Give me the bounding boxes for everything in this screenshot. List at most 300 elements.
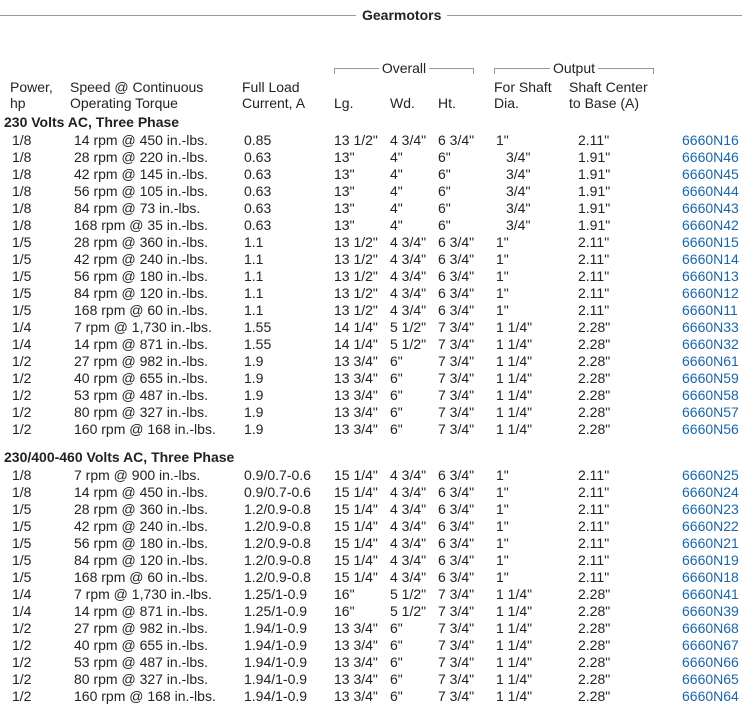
speed-cell: 28 rpm @ 360 in.-lbs. [74, 234, 209, 250]
height-cell: 7 3/4" [438, 671, 475, 687]
speed-cell: 80 rpm @ 327 in.-lbs. [74, 404, 209, 420]
length-cell: 13" [334, 166, 355, 182]
current-cell: 1.9 [244, 353, 264, 369]
speed-cell: 27 rpm @ 982 in.-lbs. [74, 620, 209, 636]
current-cell: 1.1 [244, 285, 264, 301]
length-cell: 13 1/2" [334, 251, 378, 267]
width-cell: 6" [390, 688, 403, 704]
length-cell: 13 3/4" [334, 620, 378, 636]
shaft-center-cell: 2.28" [578, 688, 611, 704]
shaft-center-cell: 2.11" [578, 484, 610, 500]
part-number-link[interactable]: 6660N16 [682, 132, 739, 148]
part-number-link[interactable]: 6660N21 [682, 535, 739, 551]
width-cell: 6" [390, 654, 403, 670]
current-cell: 1.2/0.9-0.8 [244, 569, 311, 585]
shaft-center-cell: 2.28" [578, 637, 611, 653]
part-number-link[interactable]: 6660N43 [682, 200, 739, 216]
shaft-dia-cell: 1" [496, 552, 509, 568]
part-number-link[interactable]: 6660N42 [682, 217, 739, 233]
width-cell: 4" [390, 166, 403, 182]
part-number-link[interactable]: 6660N61 [682, 353, 739, 369]
length-cell: 13 3/4" [334, 688, 378, 704]
table-row [4, 234, 739, 251]
height-cell: 7 3/4" [438, 637, 475, 653]
table-row [4, 535, 739, 552]
shaft-dia-cell: 1" [496, 501, 509, 517]
current-cell: 1.94/1-0.9 [244, 688, 308, 704]
table-row [4, 302, 739, 319]
height-cell: 7 3/4" [438, 688, 475, 704]
width-cell: 4 3/4" [390, 552, 427, 568]
power-cell: 1/2 [12, 637, 32, 653]
power-cell: 1/8 [12, 183, 32, 199]
shaft-dia-cell: 1 1/4" [496, 387, 533, 403]
shaft-dia-cell: 1" [496, 234, 509, 250]
height-cell: 7 3/4" [438, 586, 475, 602]
shaft-dia-cell: 1" [496, 535, 509, 551]
height-cell: 6 3/4" [438, 569, 475, 585]
current-cell: 0.63 [244, 183, 272, 199]
shaft-dia-cell: 1" [496, 569, 509, 585]
overall-group-header [334, 60, 474, 76]
shaft-center-cell: 1.91" [578, 166, 611, 182]
power-cell: 1/2 [12, 654, 32, 670]
table-row [4, 552, 739, 569]
height-cell: 6" [438, 183, 451, 199]
speed-cell: 56 rpm @ 180 in.-lbs. [74, 268, 209, 284]
part-number-link[interactable]: 6660N24 [682, 484, 739, 500]
section-heading: 230/400-460 Volts AC, Three Phase [4, 449, 235, 465]
table-row [4, 586, 739, 603]
power-cell: 1/8 [12, 149, 32, 165]
power-cell: 1/8 [12, 132, 32, 148]
current-cell: 1.1 [244, 234, 264, 250]
length-cell: 13 3/4" [334, 370, 378, 386]
table-row [4, 166, 739, 183]
table-row [4, 387, 739, 404]
part-number-link[interactable]: 6660N32 [682, 336, 739, 352]
header-power: Power, hp [10, 79, 53, 111]
table-row [4, 518, 739, 535]
length-cell: 13 3/4" [334, 404, 378, 420]
current-cell: 0.63 [244, 149, 272, 165]
speed-cell: 14 rpm @ 450 in.-lbs. [74, 484, 209, 500]
section-heading-row [4, 112, 739, 132]
height-cell: 6 3/4" [438, 535, 475, 551]
width-cell: 6" [390, 671, 403, 687]
shaft-dia-cell: 1 1/4" [496, 336, 533, 352]
speed-cell: 28 rpm @ 220 in.-lbs. [74, 149, 209, 165]
shaft-center-cell: 2.11" [578, 268, 610, 284]
speed-cell: 40 rpm @ 655 in.-lbs. [74, 370, 209, 386]
current-cell: 1.94/1-0.9 [244, 637, 308, 653]
power-cell: 1/5 [12, 268, 32, 284]
speed-cell: 56 rpm @ 180 in.-lbs. [74, 535, 209, 551]
height-cell: 7 3/4" [438, 404, 475, 420]
header-shaft-center: Shaft Center to Base (A) [569, 79, 648, 111]
shaft-dia-cell: 1 1/4" [496, 353, 533, 369]
table-row [4, 421, 739, 438]
speed-cell: 84 rpm @ 120 in.-lbs. [74, 285, 209, 301]
part-number-link[interactable]: 6660N23 [682, 501, 739, 517]
height-cell: 6" [438, 217, 451, 233]
current-cell: 1.25/1-0.9 [244, 603, 308, 619]
part-number-link[interactable]: 6660N59 [682, 370, 739, 386]
section-spacer [4, 438, 739, 447]
power-cell: 1/2 [12, 671, 32, 687]
shaft-center-cell: 2.28" [578, 319, 611, 335]
shaft-center-cell: 2.11" [578, 234, 610, 250]
height-cell: 7 3/4" [438, 620, 475, 636]
shaft-center-cell: 1.91" [578, 183, 611, 199]
part-number-link[interactable]: 6660N67 [682, 637, 739, 653]
shaft-center-cell: 2.28" [578, 421, 611, 437]
part-number-link[interactable]: 6660N46 [682, 149, 739, 165]
current-cell: 1.9 [244, 421, 264, 437]
shaft-center-cell: 2.11" [578, 132, 610, 148]
section-heading-row [4, 447, 739, 467]
shaft-dia-cell: 3/4" [506, 183, 531, 199]
power-cell: 1/8 [12, 484, 32, 500]
speed-cell: 7 rpm @ 900 in.-lbs. [74, 467, 201, 483]
length-cell: 13 3/4" [334, 654, 378, 670]
table-row [4, 132, 739, 149]
length-cell: 13 3/4" [334, 387, 378, 403]
speed-cell: 42 rpm @ 240 in.-lbs. [74, 251, 209, 267]
width-cell: 5 1/2" [390, 336, 427, 352]
header-length: Lg. [334, 95, 354, 111]
shaft-center-cell: 2.11" [578, 569, 610, 585]
part-number-link[interactable]: 6660N18 [682, 569, 739, 585]
table-row [4, 620, 739, 637]
height-cell: 6 3/4" [438, 467, 475, 483]
power-cell: 1/4 [12, 603, 32, 619]
power-cell: 1/8 [12, 200, 32, 216]
height-cell: 7 3/4" [438, 353, 475, 369]
power-cell: 1/4 [12, 586, 32, 602]
part-number-link[interactable]: 6660N25 [682, 467, 739, 483]
power-cell: 1/8 [12, 467, 32, 483]
height-cell: 6 3/4" [438, 518, 475, 534]
width-cell: 4 3/4" [390, 535, 427, 551]
current-cell: 1.55 [244, 336, 272, 352]
current-cell: 0.85 [244, 132, 272, 148]
part-number-link[interactable]: 6660N39 [682, 603, 739, 619]
power-cell: 1/5 [12, 535, 32, 551]
part-number-link[interactable]: 6660N19 [682, 552, 739, 568]
speed-cell: 160 rpm @ 168 in.-lbs. [74, 688, 216, 704]
shaft-center-cell: 2.11" [578, 518, 610, 534]
length-cell: 13" [334, 183, 355, 199]
part-number-link[interactable]: 6660N45 [682, 166, 739, 182]
height-cell: 6 3/4" [438, 302, 475, 318]
shaft-dia-cell: 1" [496, 285, 509, 301]
power-cell: 1/2 [12, 620, 32, 636]
shaft-center-cell: 2.28" [578, 387, 611, 403]
height-cell: 6" [438, 166, 451, 182]
length-cell: 15 1/4" [334, 518, 378, 534]
height-cell: 6 3/4" [438, 251, 475, 267]
height-cell: 6 3/4" [438, 268, 475, 284]
part-number-link[interactable]: 6660N22 [682, 518, 739, 534]
length-cell: 15 1/4" [334, 501, 378, 517]
speed-cell: 14 rpm @ 450 in.-lbs. [74, 132, 209, 148]
current-cell: 1.94/1-0.9 [244, 620, 308, 636]
shaft-center-cell: 2.28" [578, 404, 611, 420]
height-cell: 7 3/4" [438, 387, 475, 403]
width-cell: 4" [390, 217, 403, 233]
table-row [4, 484, 739, 501]
shaft-center-cell: 2.28" [578, 336, 611, 352]
shaft-dia-cell: 3/4" [506, 149, 531, 165]
shaft-dia-cell: 1 1/4" [496, 637, 533, 653]
height-cell: 6 3/4" [438, 484, 475, 500]
shaft-dia-cell: 1" [496, 467, 509, 483]
section-heading: 230 Volts AC, Three Phase [4, 114, 180, 130]
speed-cell: 27 rpm @ 982 in.-lbs. [74, 353, 209, 369]
width-cell: 6" [390, 637, 403, 653]
width-cell: 4 3/4" [390, 302, 427, 318]
shaft-dia-cell: 3/4" [506, 200, 531, 216]
table-row [4, 688, 739, 705]
gearmotor-table [4, 112, 739, 705]
page-title-bar [0, 6, 742, 24]
height-cell: 7 3/4" [438, 603, 475, 619]
length-cell: 13 1/2" [334, 132, 378, 148]
shaft-dia-cell: 1" [496, 302, 509, 318]
table-row [4, 467, 739, 484]
width-cell: 4 3/4" [390, 518, 427, 534]
part-number-link[interactable]: 6660N58 [682, 387, 739, 403]
header-current: Full Load Current, A [242, 79, 306, 111]
speed-cell: 7 rpm @ 1,730 in.-lbs. [74, 319, 212, 335]
output-group-header [494, 60, 654, 76]
current-cell: 1.9 [244, 404, 264, 420]
width-cell: 4 3/4" [390, 501, 427, 517]
shaft-center-cell: 2.28" [578, 586, 611, 602]
part-number-link[interactable]: 6660N11 [682, 302, 738, 318]
shaft-center-cell: 1.91" [578, 217, 611, 233]
length-cell: 13" [334, 200, 355, 216]
height-cell: 6 3/4" [438, 234, 475, 250]
shaft-dia-cell: 1" [496, 518, 509, 534]
height-cell: 7 3/4" [438, 319, 475, 335]
shaft-center-cell: 2.28" [578, 654, 611, 670]
power-cell: 1/2 [12, 688, 32, 704]
width-cell: 6" [390, 387, 403, 403]
power-cell: 1/5 [12, 251, 32, 267]
power-cell: 1/2 [12, 387, 32, 403]
shaft-center-cell: 2.28" [578, 603, 611, 619]
width-cell: 4" [390, 149, 403, 165]
shaft-dia-cell: 1 1/4" [496, 319, 533, 335]
shaft-dia-cell: 1 1/4" [496, 404, 533, 420]
speed-cell: 84 rpm @ 120 in.-lbs. [74, 552, 209, 568]
power-cell: 1/5 [12, 285, 32, 301]
length-cell: 15 1/4" [334, 552, 378, 568]
shaft-center-cell: 2.11" [578, 285, 610, 301]
table-row [4, 637, 739, 654]
shaft-center-cell: 2.11" [578, 552, 610, 568]
speed-cell: 42 rpm @ 145 in.-lbs. [74, 166, 209, 182]
width-cell: 5 1/2" [390, 603, 427, 619]
current-cell: 1.94/1-0.9 [244, 671, 308, 687]
width-cell: 4 3/4" [390, 251, 427, 267]
power-cell: 1/4 [12, 319, 32, 335]
power-cell: 1/8 [12, 217, 32, 233]
part-number-link[interactable]: 6660N65 [682, 671, 739, 687]
part-number-link[interactable]: 6660N15 [682, 234, 739, 250]
width-cell: 5 1/2" [390, 586, 427, 602]
power-cell: 1/5 [12, 569, 32, 585]
width-cell: 4" [390, 200, 403, 216]
length-cell: 16" [334, 586, 355, 602]
table-row [4, 251, 739, 268]
part-number-link[interactable]: 6660N56 [682, 421, 739, 437]
length-cell: 15 1/4" [334, 535, 378, 551]
shaft-center-cell: 2.11" [578, 501, 610, 517]
width-cell: 4 3/4" [390, 268, 427, 284]
shaft-center-cell: 1.91" [578, 149, 611, 165]
power-cell: 1/5 [12, 302, 32, 318]
shaft-dia-cell: 1 1/4" [496, 370, 533, 386]
current-cell: 0.63 [244, 217, 272, 233]
part-number-link[interactable]: 6660N33 [682, 319, 739, 335]
length-cell: 13 3/4" [334, 637, 378, 653]
power-cell: 1/2 [12, 421, 32, 437]
current-cell: 1.1 [244, 268, 264, 284]
shaft-dia-cell: 1 1/4" [496, 603, 533, 619]
part-number-link[interactable]: 6660N14 [682, 251, 739, 267]
output-group-label: Output [550, 60, 598, 76]
height-cell: 7 3/4" [438, 654, 475, 670]
speed-cell: 28 rpm @ 360 in.-lbs. [74, 501, 209, 517]
part-number-link[interactable]: 6660N12 [682, 285, 739, 301]
part-number-link[interactable]: 6660N64 [682, 688, 739, 704]
shaft-center-cell: 2.11" [578, 535, 610, 551]
speed-cell: 42 rpm @ 240 in.-lbs. [74, 518, 209, 534]
width-cell: 6" [390, 620, 403, 636]
height-cell: 6 3/4" [438, 285, 475, 301]
length-cell: 14 1/4" [334, 336, 378, 352]
height-cell: 7 3/4" [438, 336, 475, 352]
table-row [4, 603, 739, 620]
width-cell: 4 3/4" [390, 285, 427, 301]
current-cell: 1.9 [244, 387, 264, 403]
width-cell: 4 3/4" [390, 484, 427, 500]
length-cell: 13 3/4" [334, 671, 378, 687]
part-number-link[interactable]: 6660N13 [682, 268, 739, 284]
shaft-center-cell: 2.11" [578, 251, 610, 267]
power-cell: 1/5 [12, 501, 32, 517]
table-row [4, 149, 739, 166]
width-cell: 6" [390, 353, 403, 369]
power-cell: 1/2 [12, 353, 32, 369]
power-cell: 1/4 [12, 336, 32, 352]
height-cell: 6 3/4" [438, 501, 475, 517]
length-cell: 13 1/2" [334, 234, 378, 250]
header-width: Wd. [390, 95, 415, 111]
current-cell: 0.63 [244, 200, 272, 216]
table-row [4, 268, 739, 285]
power-cell: 1/5 [12, 552, 32, 568]
table-row [4, 569, 739, 586]
shaft-dia-cell: 1" [496, 484, 509, 500]
height-cell: 7 3/4" [438, 370, 475, 386]
current-cell: 1.25/1-0.9 [244, 586, 308, 602]
part-number-link[interactable]: 6660N44 [682, 183, 739, 199]
header-shaft-dia: For Shaft Dia. [494, 79, 552, 111]
table-row [4, 501, 739, 518]
part-number-link[interactable]: 6660N41 [682, 586, 739, 602]
speed-cell: 168 rpm @ 60 in.-lbs. [74, 302, 209, 318]
table-row [4, 217, 739, 234]
current-cell: 1.1 [244, 302, 264, 318]
length-cell: 15 1/4" [334, 484, 378, 500]
current-cell: 0.9/0.7-0.6 [244, 467, 311, 483]
current-cell: 0.9/0.7-0.6 [244, 484, 311, 500]
current-cell: 1.2/0.9-0.8 [244, 518, 311, 534]
current-cell: 1.1 [244, 251, 264, 267]
shaft-dia-cell: 1 1/4" [496, 671, 533, 687]
length-cell: 13 3/4" [334, 421, 378, 437]
current-cell: 1.94/1-0.9 [244, 654, 308, 670]
power-cell: 1/5 [12, 234, 32, 250]
length-cell: 13 3/4" [334, 353, 378, 369]
length-cell: 14 1/4" [334, 319, 378, 335]
width-cell: 6" [390, 370, 403, 386]
speed-cell: 160 rpm @ 168 in.-lbs. [74, 421, 216, 437]
power-cell: 1/5 [12, 518, 32, 534]
shaft-center-cell: 1.91" [578, 200, 611, 216]
table-row [4, 319, 739, 336]
height-cell: 6 3/4" [438, 132, 475, 148]
width-cell: 6" [390, 404, 403, 420]
overall-group-label: Overall [379, 60, 429, 76]
length-cell: 13" [334, 217, 355, 233]
length-cell: 13" [334, 149, 355, 165]
current-cell: 0.63 [244, 166, 272, 182]
shaft-center-cell: 2.11" [578, 467, 610, 483]
table-row [4, 671, 739, 688]
width-cell: 5 1/2" [390, 319, 427, 335]
current-cell: 1.2/0.9-0.8 [244, 535, 311, 551]
table-row [4, 353, 739, 370]
shaft-center-cell: 2.28" [578, 620, 611, 636]
speed-cell: 53 rpm @ 487 in.-lbs. [74, 387, 209, 403]
table-row [4, 183, 739, 200]
shaft-dia-cell: 1 1/4" [496, 688, 533, 704]
shaft-center-cell: 2.28" [578, 353, 611, 369]
table-row [4, 370, 739, 387]
shaft-dia-cell: 1 1/4" [496, 620, 533, 636]
length-cell: 13 1/2" [334, 268, 378, 284]
table-row [4, 336, 739, 353]
power-cell: 1/8 [12, 166, 32, 182]
part-number-link[interactable]: 6660N68 [682, 620, 739, 636]
part-number-link[interactable]: 6660N66 [682, 654, 739, 670]
shaft-dia-cell: 1" [496, 268, 509, 284]
current-cell: 1.9 [244, 370, 264, 386]
shaft-dia-cell: 3/4" [506, 166, 531, 182]
length-cell: 13 1/2" [334, 285, 378, 301]
width-cell: 4" [390, 183, 403, 199]
shaft-center-cell: 2.28" [578, 671, 611, 687]
shaft-dia-cell: 3/4" [506, 217, 531, 233]
part-number-link[interactable]: 6660N57 [682, 404, 739, 420]
width-cell: 4 3/4" [390, 569, 427, 585]
speed-cell: 40 rpm @ 655 in.-lbs. [74, 637, 209, 653]
